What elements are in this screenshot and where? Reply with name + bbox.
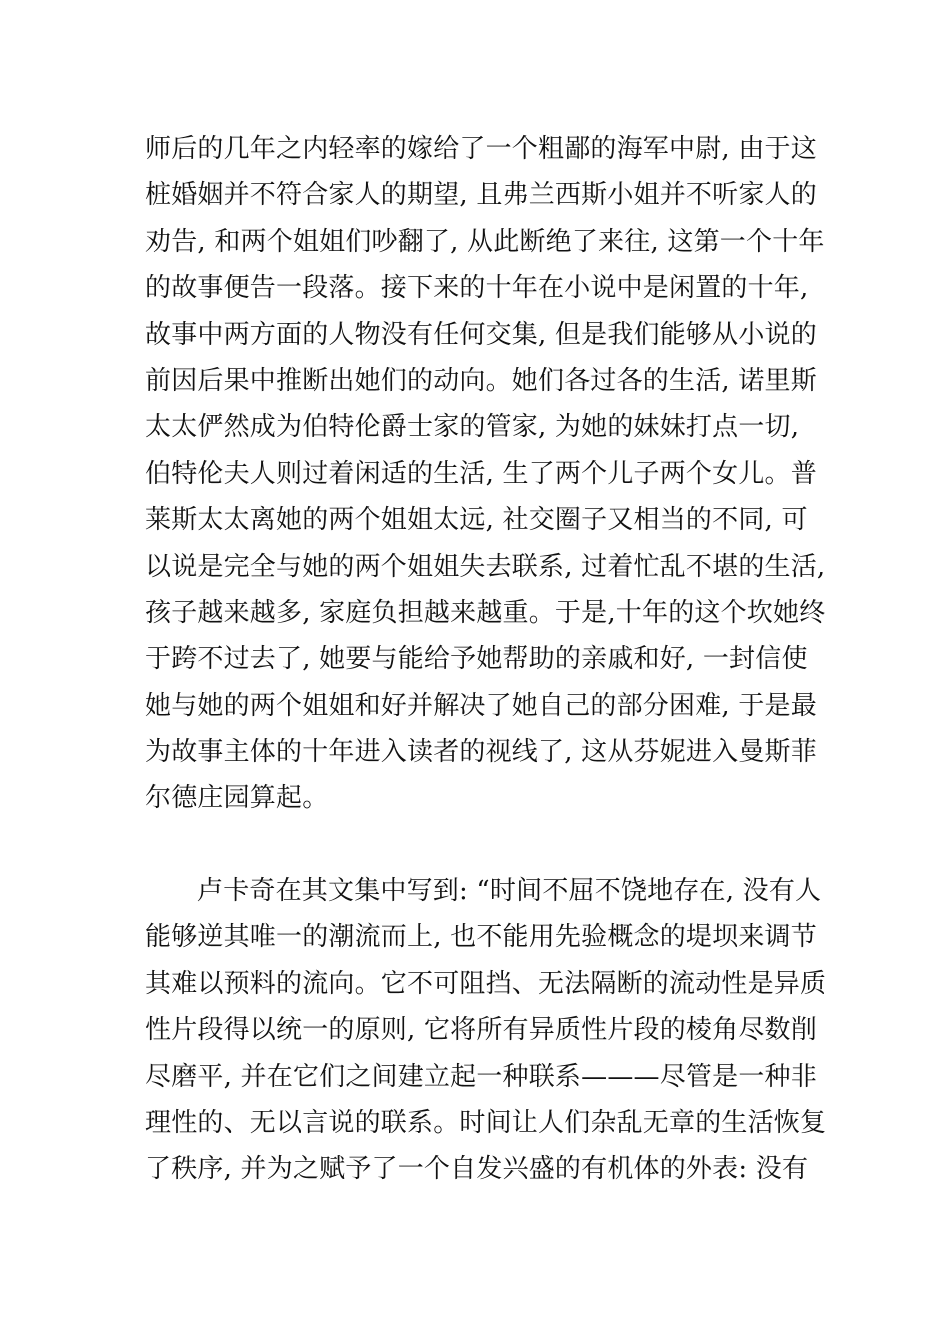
text-line: 莱斯太太离她的两个姐姐太远, 社交圈子又相当的不同, 可	[145, 505, 808, 536]
text-line: 能够逆其唯一的潮流而上, 也不能用先验概念的堤坝来调节	[145, 922, 817, 953]
text-line: 劝告, 和两个姐姐们吵翻了, 从此断绝了来往, 这第一个十年	[145, 226, 825, 257]
paragraph-1	[145, 126, 826, 822]
text-line: 她与她的两个姐姐和好并解决了她自己的部分困难, 于是最	[145, 690, 817, 721]
text-line: 性片段得以统一的原则, 它将所有异质性片段的棱角尽数削	[145, 1015, 817, 1046]
text-line: 师后的几年之内轻率的嫁给了一个粗鄙的海军中尉, 由于这	[145, 134, 817, 164]
text-line: 卢卡奇在其文集中写到: “时间不屈不饶地存在, 没有人	[197, 876, 822, 906]
text-line: 尔德庄园算起。	[145, 783, 329, 814]
text-line: 桩婚姻并不符合家人的期望, 且弗兰西斯小姐并不听家人的	[145, 180, 817, 211]
text-line: 故事中两方面的人物没有任何交集, 但是我们能够从小说的	[145, 319, 817, 350]
text-line: 为故事主体的十年进入读者的视线了, 这从芬妮进入曼斯菲	[145, 737, 817, 768]
text-line: 于跨不过去了, 她要与能给予她帮助的亲戚和好, 一封信使	[145, 644, 808, 675]
text-line: 孩子越来越多, 家庭负担越来越重。于是,十年的这个坎她终	[145, 597, 826, 628]
text-line: 以说是完全与她的两个姐姐失去联系, 过着忙乱不堪的生活,	[145, 551, 826, 582]
text-line: 伯特伦夫人则过着闲适的生活, 生了两个儿子两个女儿。普	[145, 458, 817, 489]
text-line: 其难以预料的流向。它不可阻挡、无法隔断的流动性是异质	[145, 968, 827, 999]
text-line: 的故事便告一段落。接下来的十年在小说中是闲置的十年,	[145, 273, 809, 304]
text-line: 了秩序, 并为之赋予了一个自发兴盛的有机体的外表: 没有	[145, 1154, 809, 1185]
text-line: 前因后果中推断出她们的动向。她们各过各的生活, 诺里斯	[145, 365, 817, 396]
text-line: 太太俨然成为伯特伦爵士家的管家, 为她的妹妹打点一切,	[145, 412, 800, 443]
text-line: 理性的、无以言说的联系。时间让人们杂乱无章的生活恢复	[145, 1107, 827, 1138]
text-line: 尽磨平, 并在它们之间建立起一种联系———尽管是一种非	[145, 1061, 817, 1092]
paragraph-2	[145, 868, 827, 1193]
